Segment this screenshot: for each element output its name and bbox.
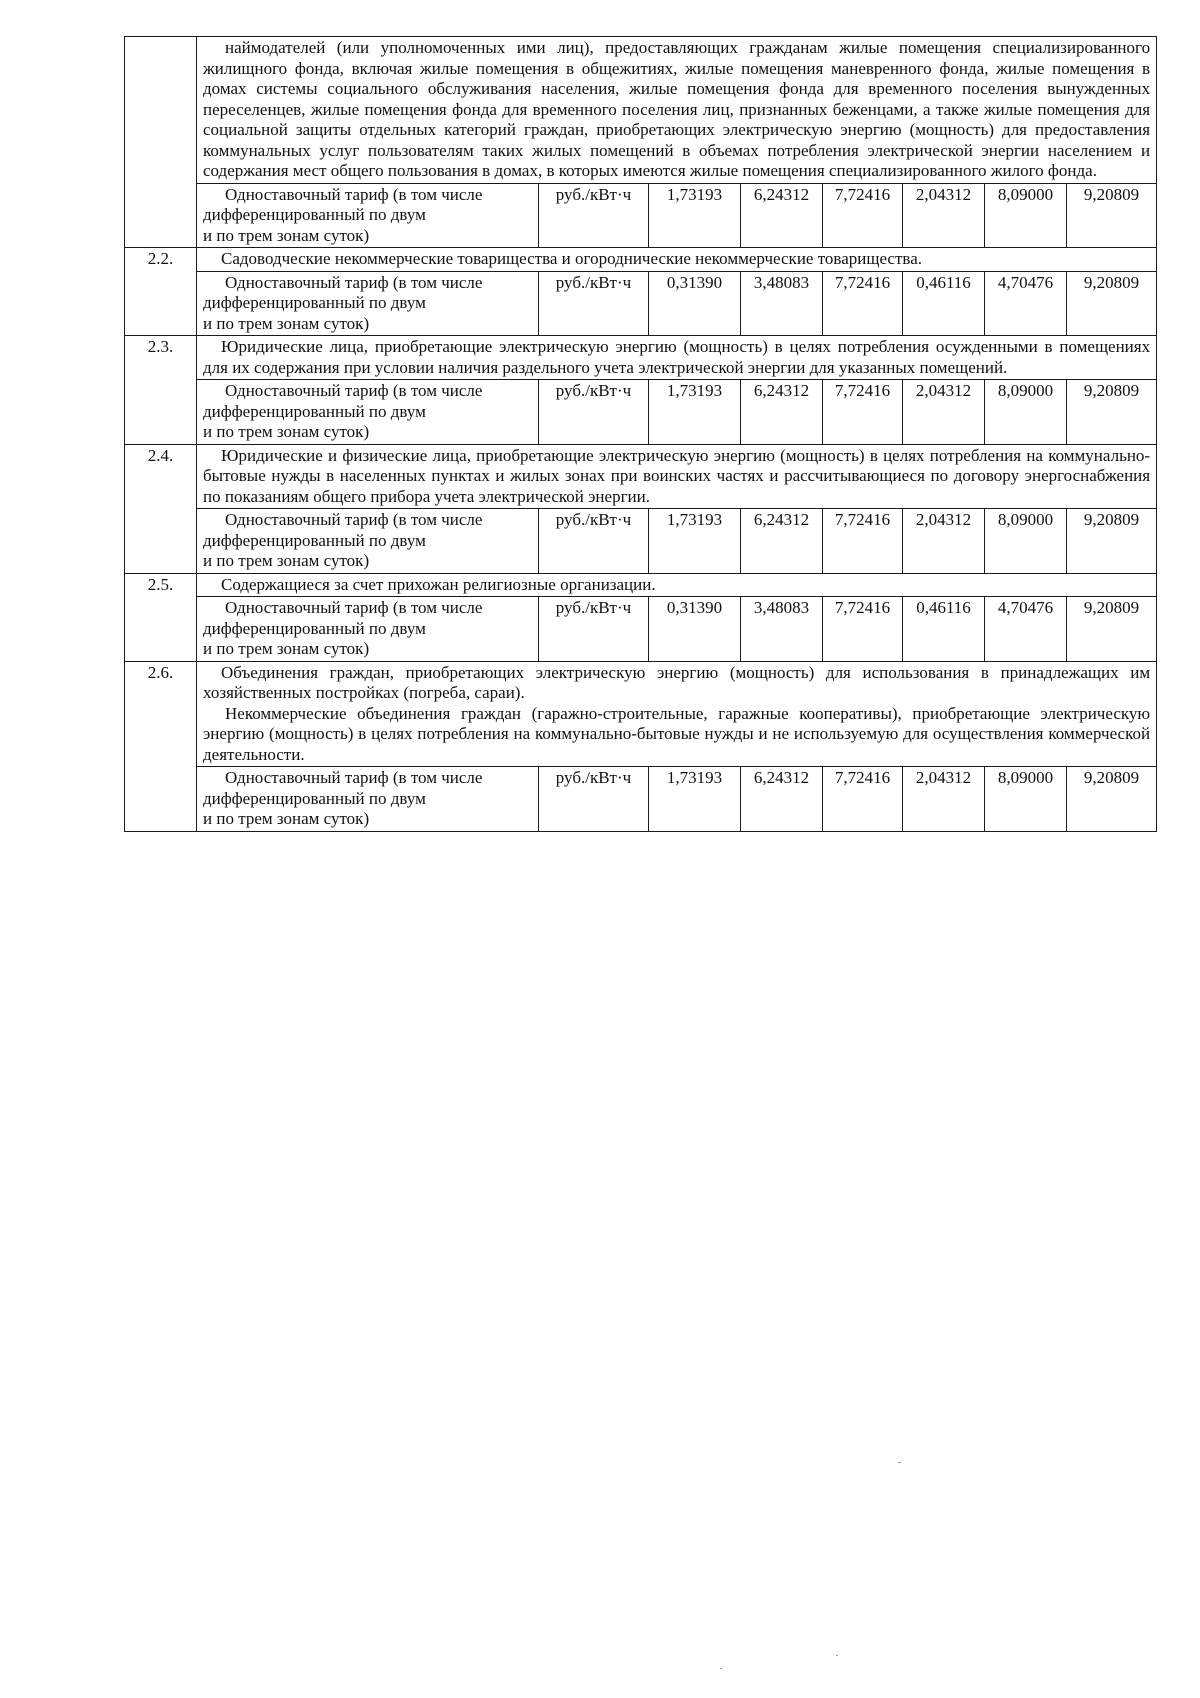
- tariff-row: [125, 767, 1157, 832]
- tariff-row: [125, 380, 1157, 445]
- tariff-table: [124, 36, 1157, 832]
- consumer-description: [197, 661, 1157, 767]
- tariff-row: [125, 597, 1157, 662]
- tariff-value: 8,09000: [985, 380, 1067, 445]
- tariff-value: 0,31390: [649, 271, 741, 336]
- tariff-value: 1,73193: [649, 509, 741, 574]
- tariff-row: [125, 183, 1157, 248]
- tariff-value: 4,70476: [985, 597, 1067, 662]
- row-number: 2.5.: [125, 573, 197, 661]
- tariff-label: [197, 380, 539, 445]
- tariff-row: [125, 509, 1157, 574]
- description-paragraph: Некоммерческие объединения граждан (гаражно-строительные, гаражные кооперативы), приобретающие электрическую энергию (мощность) в целях потребления на коммунально-бытовые нужды и не используемую для осуществления коммерческой деятельности.: [203, 703, 1151, 764]
- tariff-label: [197, 183, 539, 248]
- tariff-value: 7,72416: [823, 183, 903, 248]
- tariff-table-body: [125, 37, 1157, 832]
- tariff-value: 3,48083: [741, 271, 823, 336]
- tariff-document: [124, 36, 1156, 832]
- tariff-label-line: и по трем зонам суток): [203, 225, 370, 245]
- tariff-value: 8,09000: [985, 509, 1067, 574]
- tariff-value: 2,04312: [903, 509, 985, 574]
- unit-cell: руб./кВт·ч: [539, 271, 649, 336]
- tariff-label-line: Одноставочный тариф (в том числе: [225, 510, 483, 529]
- row-number: 2.3.: [125, 336, 197, 445]
- description-paragraph: наймодателей (или уполномоченных ими лиц), предоставляющих гражданам жилые помещения специализированного жилищного фонда, включая жилые помещения в общежитиях, жилые помещения маневренного фонда, жилые помещения в домах системы социального обслуживания населения, жилые помещения фонда для временного поселения вынужденных переселенцев, жилые помещения фонда для временного поселения лиц, признанных беженцами, а также жилые помещения для социальной защиты отдельных категорий граждан, приобретающих электрическую энергию (мощность) для предоставления коммунальных услуг пользователям таких жилых помещений в объемах потребления электрической энергии населением и содержания мест общего пользования в домах, в которых имеются жилые помещения специализированного жилого фонда.: [203, 38, 1151, 180]
- description-paragraph: Содержащиеся за счет прихожан религиозные организации.: [221, 574, 656, 594]
- unit-cell: руб./кВт·ч: [539, 509, 649, 574]
- tariff-label-line: и по трем зонам суток): [203, 551, 370, 570]
- tariff-value: 7,72416: [823, 597, 903, 662]
- tariff-value: 6,24312: [741, 183, 823, 248]
- tariff-label-line: Одноставочный тариф (в том числе: [225, 381, 483, 400]
- tariff-label-line: Одноставочный тариф (в том числе: [225, 272, 483, 292]
- unit-cell: руб./кВт·ч: [539, 380, 649, 445]
- tariff-value: 7,72416: [823, 767, 903, 832]
- tariff-label: [197, 597, 539, 662]
- tariff-value: 6,24312: [741, 767, 823, 832]
- tariff-value: 3,48083: [741, 597, 823, 662]
- tariff-value: 4,70476: [985, 271, 1067, 336]
- tariff-value: 7,72416: [823, 380, 903, 445]
- tariff-label-line: и по трем зонам суток): [203, 422, 370, 441]
- row-number: 2.4.: [125, 444, 197, 573]
- tariff-label-line: Одноставочный тариф (в том числе: [225, 598, 483, 617]
- row-number-cell: [125, 37, 197, 248]
- tariff-value: 7,72416: [823, 271, 903, 336]
- tariff-value: 2,04312: [903, 380, 985, 445]
- row-number: 2.6.: [125, 661, 197, 831]
- continuation-description-row: [125, 37, 1157, 184]
- tariff-value: 1,73193: [649, 380, 741, 445]
- section-description-row: [125, 336, 1157, 380]
- tariff-label-line: дифференцированный по двум: [203, 293, 426, 312]
- tariff-label: [197, 271, 539, 336]
- tariff-value: 9,20809: [1067, 271, 1157, 336]
- consumer-description: [197, 37, 1157, 184]
- tariff-label-line: и по трем зонам суток): [203, 639, 370, 658]
- tariff-value: 6,24312: [741, 380, 823, 445]
- scan-speck: [898, 1462, 901, 1463]
- unit-cell: руб./кВт·ч: [539, 183, 649, 248]
- section-description-row: [125, 661, 1157, 767]
- tariff-label: [197, 509, 539, 574]
- tariff-label-line: Одноставочный тариф (в том числе: [225, 184, 483, 204]
- description-paragraph: Объединения граждан, приобретающих электрическую энергию (мощность) для использования в принадлежащих им хозяйственных постройках (погреба, сараи).: [203, 662, 1151, 702]
- tariff-value: 9,20809: [1067, 509, 1157, 574]
- tariff-label-line: дифференцированный по двум: [203, 401, 426, 421]
- row-number: 2.2.: [125, 248, 197, 336]
- description-paragraph: Садоводческие некоммерческие товарищества и огороднические некоммерческие товарищества.: [221, 249, 922, 268]
- consumer-description: [197, 444, 1157, 509]
- tariff-value: 7,72416: [823, 509, 903, 574]
- unit-cell: руб./кВт·ч: [539, 597, 649, 662]
- section-description-row: [125, 573, 1157, 597]
- unit-cell: руб./кВт·ч: [539, 767, 649, 832]
- tariff-value: 8,09000: [985, 767, 1067, 832]
- tariff-value: 1,73193: [649, 183, 741, 248]
- tariff-value: 2,04312: [903, 767, 985, 832]
- tariff-value: 0,46116: [903, 271, 985, 336]
- tariff-label-line: дифференцированный по двум: [203, 618, 426, 638]
- tariff-value: 2,04312: [903, 183, 985, 248]
- tariff-label-line: и по трем зонам суток): [203, 313, 370, 333]
- tariff-label-line: Одноставочный тариф (в том числе: [225, 768, 483, 787]
- tariff-label-line: дифференцированный по двум: [203, 205, 426, 224]
- section-description-row: [125, 248, 1157, 272]
- tariff-value: 0,46116: [903, 597, 985, 662]
- description-paragraph: Юридические лица, приобретающие электрическую энергию (мощность) в целях потребления осужденными в помещениях для их содержания при условии наличия раздельного учета электрической энергии для указанных помещений.: [203, 337, 1151, 377]
- consumer-description: [197, 248, 1157, 272]
- tariff-value: 1,73193: [649, 767, 741, 832]
- scan-speck: [836, 1655, 838, 1656]
- tariff-value: 9,20809: [1067, 380, 1157, 445]
- consumer-description: [197, 336, 1157, 380]
- description-paragraph: Юридические и физические лица, приобретающие электрическую энергию (мощность) в целях потребления на коммунально-бытовые нужды в населенных пунктах и жилых зонах при воинских частях и рассчитывающиеся по договору энергоснабжения по показаниям общего прибора учета электрической энергии.: [203, 445, 1151, 506]
- scan-speck: [720, 1668, 722, 1669]
- tariff-label: [197, 767, 539, 832]
- tariff-value: 9,20809: [1067, 183, 1157, 248]
- tariff-value: 9,20809: [1067, 597, 1157, 662]
- tariff-row: [125, 271, 1157, 336]
- consumer-description: [197, 573, 1157, 597]
- tariff-value: 9,20809: [1067, 767, 1157, 832]
- tariff-value: 0,31390: [649, 597, 741, 662]
- tariff-value: 6,24312: [741, 509, 823, 574]
- tariff-label-line: дифференцированный по двум: [203, 530, 426, 550]
- tariff-label-line: дифференцированный по двум: [203, 788, 426, 808]
- tariff-value: 8,09000: [985, 183, 1067, 248]
- tariff-label-line: и по трем зонам суток): [203, 809, 370, 828]
- section-description-row: [125, 444, 1157, 509]
